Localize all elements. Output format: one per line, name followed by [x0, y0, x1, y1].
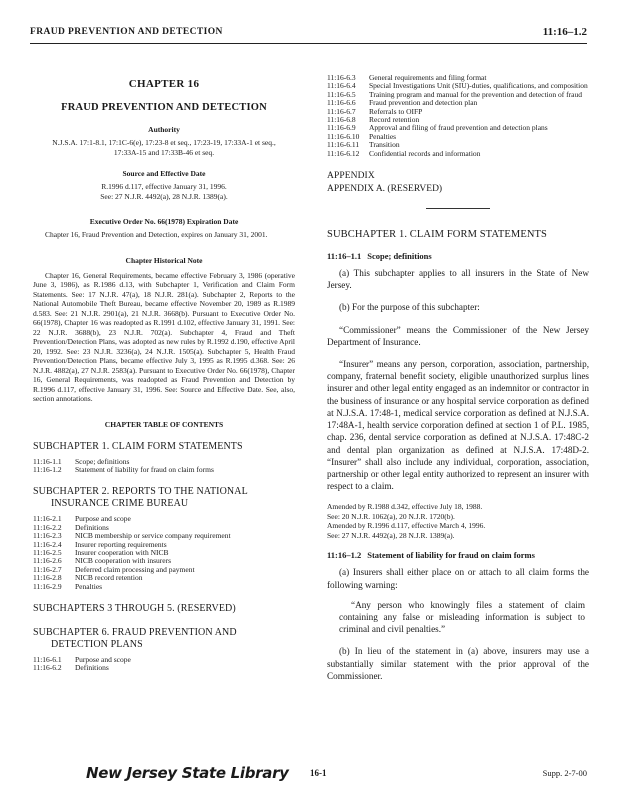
toc-entry-number: 11:16-1.1	[33, 456, 62, 466]
paragraph-b: (b) In lieu of the statement in (a) above, insurers may use a substantially similar statement with the prior approval of the Commissioner.	[327, 646, 589, 681]
library-stamp: New Jersey State Library	[86, 764, 289, 782]
historical-note-heading: Chapter Historical Note	[125, 255, 203, 265]
source-line-2: See: 27 N.J.R. 4492(a), 28 N.J.R. 1389(a).	[100, 191, 228, 201]
toc-entry-number: 11:16-6.12	[327, 148, 360, 158]
toc-entry	[33, 574, 295, 582]
toc-subchapter-6-title	[33, 627, 295, 651]
toc-subchapter-6-title-line-1: SUBCHAPTER 6. FRAUD PREVENTION AND	[33, 626, 237, 638]
chapter-label: CHAPTER 16	[128, 78, 200, 90]
toc-subchapters-3-5-title: SUBCHAPTERS 3 THROUGH 5. (RESERVED)	[33, 602, 236, 614]
toc-subchapter-6-continued-list	[327, 74, 589, 158]
warning-quote: “Any person who knowingly files a statement of claim containing any false or misleading information is subject to criminal and civil penalties.”	[339, 599, 585, 635]
chapter-title: FRAUD PREVENTION AND DETECTION	[61, 102, 267, 113]
toc-entry-text: Training program and manual for the prevention and detection of fraud	[369, 89, 582, 99]
toc-subchapter-6-title-line-2: DETECTION PLANS	[51, 638, 143, 650]
toc-appendix-a: APPENDIX A. (RESERVED)	[327, 184, 443, 195]
toc-subchapter-2-title	[33, 486, 295, 510]
toc-entry	[33, 583, 295, 591]
toc-entry-text: Insurer cooperation with NICB	[75, 547, 169, 557]
historical-note-text: Chapter 16, General Requirements, became effective February 3, 1986 (operative June 3, 1986), as R.1986 d.13, with Subchapter 1, Verification and Claim Form Statements. See: 17 N.J.R. 47(a), 18 N.J.R. 281(a). Subchapter 2, Reports to the National Automobile Theft Bureau, became effective November 20, 1989 as R.1989 d.583. See: 21 N.J.R. 2901(a), 21 N.J.R. 3668(b). Pursuant to Executive Order No. 66(1978), Chapter 16 was readopted as R.1991 d.102, effective January 31, 1991. See: 22 N.J.R. 3688(b), 23 N.J.R. 702(a). Subchapter 4, Fraud and Theft Prevention/Detection Plans, was adopted as new rules by R.1992 d.190, effective April 20, 1992. See: 23 N.J.R. 3236(a), 24 N.J.R. 1505(a). Subchapter 5, Health Fraud Prevention/Detection Plans, became effective July 3, 1995 as R.1995 d.368. See: 26 N.J.R. 4882(a), 27 N.J.R. 2583(a). Pursuant to Executive Order No. 66(1978), Chapter 16, General Requirements, was readopted as Fraud Prevention and Detection by R.1996 d.117, effective January 31, 1996. See: Source and Effective Date. See, also, section annotations.	[33, 270, 295, 403]
toc-subchapter-1-list	[33, 458, 295, 475]
toc-entry-number: 11:16-6.2	[33, 663, 62, 673]
toc-entry-number: 11:16-2.7	[33, 564, 62, 574]
toc-entry-number: 11:16-6.3	[327, 73, 356, 82]
section-heading	[327, 550, 589, 560]
toc-entry-number: 11:16-2.3	[33, 531, 62, 541]
amendment-note-2: See: 20 N.J.R. 1062(a), 20 N.J.R. 1720(b).	[327, 511, 455, 521]
toc-entry-number: 11:16-2.2	[33, 522, 62, 532]
authority-text: N.J.S.A. 17:1-8.1, 17:1C-6(e), 17:23-8 et seq., 17:23-19, 17:33A-1 et seq., 17:33A-15 and 17:33B-46 et seq.	[52, 138, 276, 157]
page-footer	[30, 764, 587, 788]
toc-subchapter-6-list	[33, 656, 295, 673]
executive-order-text: Chapter 16, Fraud Prevention and Detection, expires on January 31, 2001.	[45, 230, 268, 239]
toc-entry-number: 11:16-2.8	[33, 573, 62, 583]
toc-entry-text: Transition	[369, 140, 400, 150]
definition-commissioner: “Commissioner” means the Commissioner of the New Jersey Department of Insurance.	[327, 324, 589, 347]
toc-entry-number: 11:16-6.4	[327, 81, 356, 91]
authority-heading: Authority	[148, 125, 180, 134]
toc-entry	[33, 515, 295, 523]
source-line-1: R.1996 d.117, effective January 31, 1996.	[101, 182, 227, 191]
toc-entry-text: Approval and filing of fraud prevention and detection plans	[369, 123, 548, 133]
subchapter-1-heading: SUBCHAPTER 1. CLAIM FORM STATEMENTS	[327, 229, 547, 241]
toc-entry	[327, 150, 589, 158]
toc-entry-number: 11:16-1.2	[33, 464, 62, 474]
toc-entry-text: NICB cooperation with insurers	[75, 556, 172, 566]
toc-entry-text: NICB membership or service company requirement	[75, 531, 231, 541]
paragraph-a: (a) Insurers shall either place on or attach to all claim forms the following warning:	[327, 567, 589, 590]
toc-entry-number: 11:16-6.1	[33, 654, 62, 664]
paragraph-a: (a) This subchapter applies to all insurers in the State of New Jersey.	[327, 268, 589, 291]
toc-entry	[327, 108, 589, 116]
toc-appendix: APPENDIX	[327, 171, 375, 182]
definition-insurer: “Insurer” means any person, corporation, association, partnership, company, fraternal benefit society, eligible unauthorized surplus lines insurer and other legal entity engaged as an indemnitor or contractor in the business of insurance or any hospital service corporation as defined at N.J.S.A. 17:48-1, medical service corporation as defined at N.J.S.A. 17:48A-1, health service corporation defined at section 1 of P.L. 1985, chap. 236, dental service corporation as defined at N.J.S.A. 17:48C-2 and dental plan organization as defined at N.J.S.A. 17:48D-2. “Insurer” shall also include any individual, corporation, association, partnership or other legal entity authorized to represent an insurer with respect to a claim.	[327, 359, 589, 492]
toc-entry-number: 11:16-2.5	[33, 547, 62, 557]
toc-subchapter-1-title: SUBCHAPTER 1. CLAIM FORM STATEMENTS	[33, 440, 243, 452]
toc-entry	[33, 566, 295, 574]
section-title: Statement of liability for fraud on claim forms	[367, 550, 535, 561]
toc-entry-text: General requirements and filing format	[369, 73, 487, 82]
header-section-number: 11:16–1.2	[542, 26, 587, 38]
toc-entry-number: 11:16-2.4	[33, 539, 62, 549]
toc-entry-text: Definitions	[75, 663, 109, 673]
toc-entry-text: Record retention	[369, 115, 420, 125]
toc-entry-number: 11:16-2.9	[33, 581, 62, 591]
toc-subchapter-2-title-line-2: INSURANCE CRIME BUREAU	[51, 498, 189, 510]
toc-entry	[33, 466, 295, 474]
toc-entry-number: 11:16-6.5	[327, 89, 356, 99]
toc-entry-text: NICB record retention	[75, 573, 143, 583]
toc-entry-text: Special Investigations Unit (SIU)-duties, qualifications, and composition	[369, 81, 588, 91]
left-column	[33, 52, 295, 673]
toc-entry-number: 11:16-6.8	[327, 115, 356, 125]
toc-entry-number: 11:16-6.6	[327, 98, 356, 108]
toc-entry-text: Penalties	[369, 131, 397, 141]
toc-entry-number: 11:16-2.6	[33, 556, 62, 566]
toc-entry-number: 11:16-6.11	[327, 140, 360, 150]
toc-entry-text: Referrals to OIFP	[369, 106, 423, 116]
toc-subchapter-2-title-line-1: SUBCHAPTER 2. REPORTS TO THE NATIONAL	[33, 486, 248, 498]
table-of-contents-heading: CHAPTER TABLE OF CONTENTS	[104, 419, 224, 429]
toc-entry-text: Fraud prevention and detection plan	[369, 98, 478, 108]
executive-order-heading: Executive Order No. 66(1978) Expiration Date	[89, 217, 239, 226]
toc-entry-text: Scope; definitions	[75, 456, 130, 466]
toc-entry	[327, 99, 589, 107]
toc-entry-text: Penalties	[75, 581, 103, 591]
section-heading	[327, 251, 589, 261]
toc-entry-text: Definitions	[75, 522, 109, 532]
toc-subchapter-2-list	[33, 515, 295, 591]
toc-entry-text: Insurer reporting requirements	[75, 539, 167, 549]
toc-entry-text: Statement of liability for fraud on claim forms	[75, 464, 214, 474]
toc-entry	[327, 133, 589, 141]
toc-entry-number: 11:16-6.7	[327, 106, 356, 116]
right-column	[327, 24, 589, 682]
amendment-note-3: Amended by R.1996 d.117, effective March 4, 1996.	[327, 521, 486, 531]
amendment-note-4: See: 27 N.J.R. 4492(a), 28 N.J.R. 1389(a).	[327, 530, 455, 540]
paragraph-b: (b) For the purpose of this subchapter:	[339, 302, 480, 313]
toc-entry	[327, 124, 589, 132]
toc-entry-text: Purpose and scope	[75, 514, 131, 524]
toc-entry	[33, 656, 295, 664]
toc-entry	[33, 664, 295, 672]
toc-entry-text: Purpose and scope	[75, 654, 131, 664]
amendment-note-1: Amended by R.1988 d.342, effective July 18, 1988.	[327, 502, 483, 512]
section-title: Scope; definitions	[367, 251, 432, 262]
toc-entry-text: Confidential records and information	[369, 148, 481, 158]
section-divider	[426, 208, 490, 209]
toc-entry-number: 11:16-6.9	[327, 123, 356, 133]
toc-entry-text: Deferred claim processing and payment	[75, 564, 195, 574]
section-number: 11:16–1.2	[327, 550, 362, 561]
section-number: 11:16–1.1	[327, 251, 362, 262]
page-number: 16-1	[310, 768, 327, 778]
toc-entry-number: 11:16-6.10	[327, 131, 360, 141]
header-title: FRAUD PREVENTION AND DETECTION	[30, 27, 223, 37]
supplement-date: Supp. 2-7-00	[542, 768, 587, 778]
source-heading: Source and Effective Date	[122, 169, 206, 178]
toc-entry-number: 11:16-2.1	[33, 514, 62, 524]
